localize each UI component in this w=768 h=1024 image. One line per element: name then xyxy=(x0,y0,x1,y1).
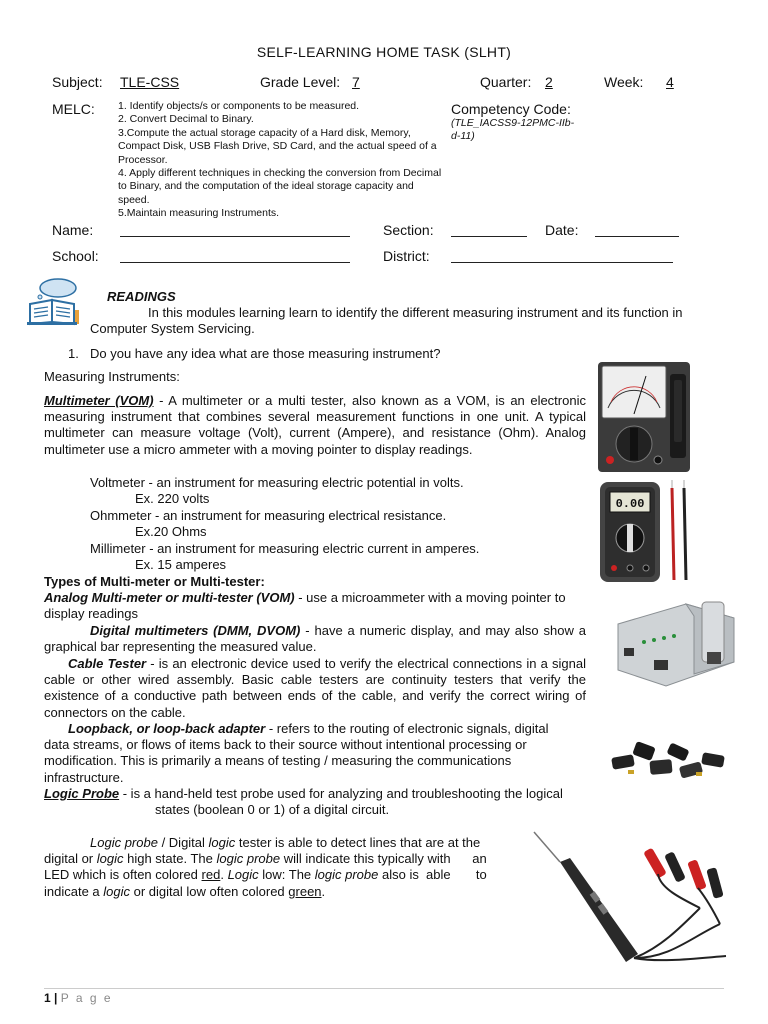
logic-probe-line-2: states (boolean 0 or 1) of a digital circuit. xyxy=(155,802,390,817)
melc-item: 4. Apply different techniques in checking the conversion from Decimal to Binary, and the computation of the ideal storage capacity and speed. xyxy=(118,167,442,206)
name-label: Name: xyxy=(52,222,94,238)
grade-value: 7 xyxy=(352,74,360,90)
melc-item: 2. Convert Decimal to Binary. xyxy=(118,113,254,126)
school-label: School: xyxy=(52,248,99,264)
lp-part: / Digital xyxy=(157,835,209,850)
lp-part: Logic probe xyxy=(90,835,158,850)
loopback-term: Loopback, or loop-back adapter xyxy=(68,721,266,736)
digital-text: - have a numeric display, and may also show a graphical bar representing the measured value. xyxy=(44,623,586,655)
ohmmeter-example: Ex.20 Ohms xyxy=(135,524,207,539)
date-label: Date: xyxy=(545,222,579,238)
lp-part: . xyxy=(220,867,228,883)
lp-red-word: red xyxy=(201,867,221,883)
voltmeter-example: Ex. 220 volts xyxy=(135,491,210,506)
logic-probe-line-1 xyxy=(44,786,614,802)
cable-paragraph xyxy=(44,656,586,721)
competency-code: (TLE_IACSS9-12PMC-IIb-d-11) xyxy=(451,117,575,142)
digital-multimeter-image xyxy=(598,480,694,584)
school-field[interactable] xyxy=(120,248,350,263)
lp-part: high state. The xyxy=(123,851,217,867)
footer-divider xyxy=(44,988,724,989)
subject-label: Subject: xyxy=(52,74,103,90)
district-field[interactable] xyxy=(451,248,673,263)
name-field[interactable] xyxy=(120,222,350,237)
lp-part: . xyxy=(321,883,326,899)
lp-part: logic probe xyxy=(314,867,379,883)
logic-text-1: - is a hand-held test probe used for analyzing and troubleshooting the logical xyxy=(119,786,563,801)
digital-paragraph xyxy=(44,623,586,655)
melc-item: 3.Compute the actual storage capacity of a Hard disk, Memory, Compact Disk, USB Flash Drive, SD Card, and the actual speed of a Processor. xyxy=(118,126,437,166)
quarter-label: Quarter: xyxy=(480,74,532,90)
open-book-icon xyxy=(24,278,82,326)
millimeter-example: Ex. 15 amperes xyxy=(135,557,227,572)
analog-term: Analog Multi-meter or multi-tester (VOM) xyxy=(44,590,295,605)
loopback-text: - refers to the routing of electronic signals, digital data streams, or flows of items back to their source without intentional processing or modification. This is primarily a means of testing / measuring the communications infrastructure. xyxy=(44,721,549,785)
section-field[interactable] xyxy=(451,222,527,237)
page-footer xyxy=(44,991,113,1005)
melc-item: 1. Identify objects/s or components to be measured. xyxy=(118,100,360,112)
lp-part: low: The xyxy=(258,867,315,883)
loopback-paragraph xyxy=(44,721,564,786)
analog-multimeter-image xyxy=(596,360,692,474)
loopback-adapters-image xyxy=(608,736,732,788)
question-text: Do you have any idea what are those measuring instrument? xyxy=(90,346,441,361)
instruments-heading: Measuring Instruments: xyxy=(44,369,180,384)
cable-tester-image xyxy=(614,596,738,688)
millimeter-text: Millimeter - an instrument for measuring electric current in amperes. xyxy=(90,541,480,556)
types-heading: Types of Multi-meter or Multi-tester: xyxy=(44,574,265,589)
melc-list xyxy=(118,100,448,221)
meter-display-text: 0.00 xyxy=(615,497,645,511)
lp-part: logic xyxy=(208,835,236,850)
lp-part: logic xyxy=(96,851,124,867)
lp-part: also is able to indicate a xyxy=(44,867,491,899)
cable-text: - is an electronic device used to verify the electrical connections in a signal cable or other wired assembly. Basic cable testers are continuity testers that verify the existence of a conductive path between ends of the cable, and verify the correct wiring of connectors on the cable. xyxy=(44,656,586,720)
district-label: District: xyxy=(383,248,430,264)
multimeter-term: Multimeter (VOM) xyxy=(44,393,154,408)
lp-part: will indicate this typically with an LED which is often colored xyxy=(44,851,491,883)
week-label: Week: xyxy=(604,74,644,90)
readings-heading: READINGS xyxy=(107,289,176,304)
question-number: 1. xyxy=(68,346,79,361)
multimeter-paragraph xyxy=(44,393,586,458)
ohmmeter-text: Ohmmeter - an instrument for measuring electrical resistance. xyxy=(90,508,447,523)
page-title: SELF-LEARNING HOME TASK (SLHT) xyxy=(256,44,512,60)
logic-probe-description xyxy=(44,835,514,900)
lp-part: logic probe xyxy=(216,851,281,867)
voltmeter-text: Voltmeter - an instrument for measuring electric potential in volts. xyxy=(90,475,464,490)
week-value: 4 xyxy=(666,74,674,90)
competency-label: Competency Code: xyxy=(451,101,571,117)
lp-part: logic xyxy=(103,883,131,899)
date-field[interactable] xyxy=(595,222,679,237)
lp-green-word: green xyxy=(288,883,322,899)
subject-value: TLE-CSS xyxy=(120,74,180,90)
quarter-value: 2 xyxy=(545,74,553,90)
lp-part: tester is able to detect lines that are at the digital or xyxy=(44,835,484,867)
melc-label: MELC: xyxy=(52,101,95,117)
grade-label: Grade Level: xyxy=(260,74,341,90)
logic-term: Logic Probe xyxy=(44,786,120,801)
cable-term: Cable Tester xyxy=(68,656,147,671)
analog-paragraph xyxy=(44,590,586,622)
logic-probe-image xyxy=(530,828,732,968)
multimeter-text: - A multimeter or a multi tester, also known as a VOM, is an electronic measuring instrument that combines several measurement functions in one unit. A typical multimeter can measure voltage (Volt), current (Ampere), and resistance (Ohm). Analog multimeter use a micro ammeter with a moving pointer to display readings. xyxy=(44,393,586,457)
digital-term: Digital multimeters (DMM, DVOM) xyxy=(90,623,301,638)
analog-text: - use a microammeter with a moving pointer to display readings xyxy=(44,590,566,622)
lp-part: or digital low often colored xyxy=(130,883,289,899)
readings-intro: In this modules learning learn to identify the different measuring instrument and its function in Computer System Servicing. xyxy=(90,305,683,337)
section-label: Section: xyxy=(383,222,434,238)
page-number: 1 | xyxy=(44,991,58,1005)
lp-part: Logic xyxy=(227,867,259,883)
melc-item: 5.Maintain measuring Instruments. xyxy=(118,207,280,220)
page-word: P a g e xyxy=(60,991,113,1005)
